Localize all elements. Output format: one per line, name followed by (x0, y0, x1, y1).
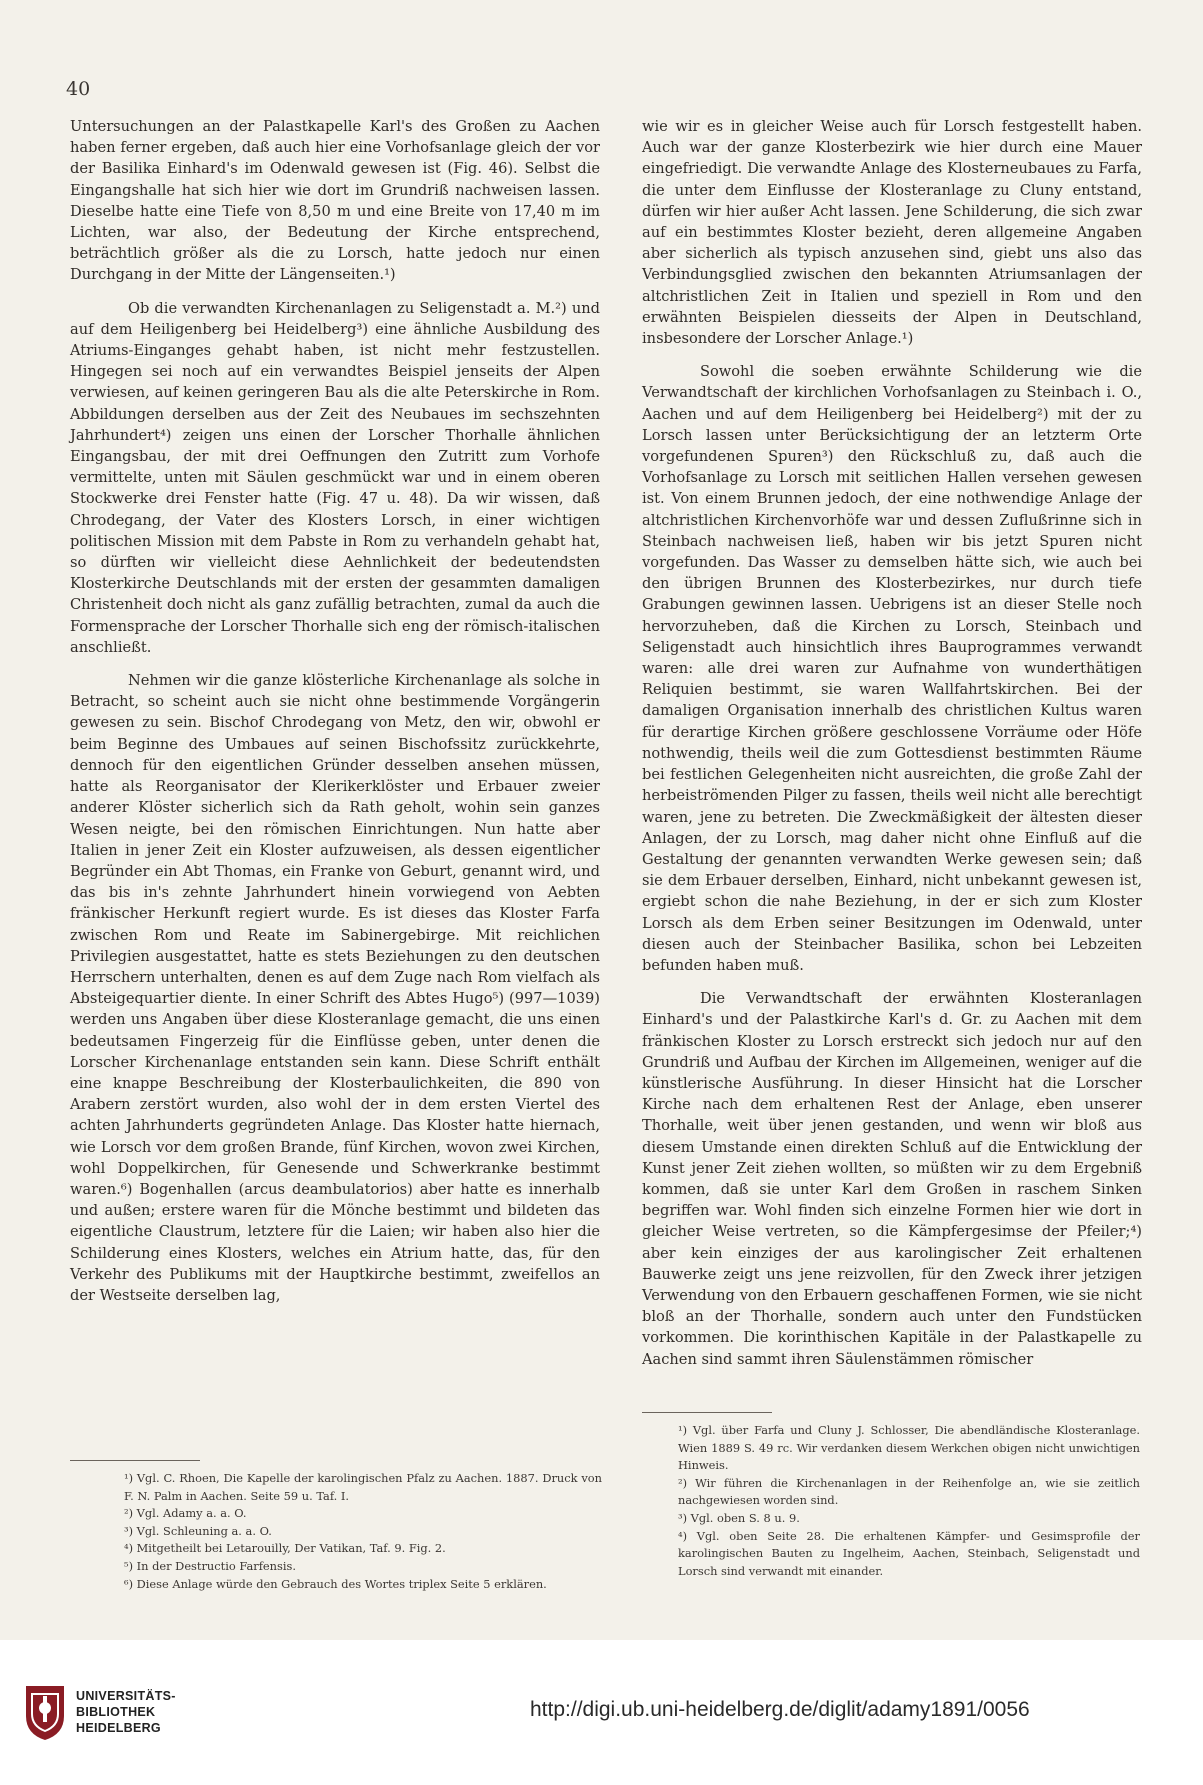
right-column (642, 116, 1142, 1370)
right-footnote-divider (642, 1412, 772, 1413)
right-footnotes (678, 1422, 1140, 1580)
library-name-line: UNIVERSITÄTS- (76, 1689, 176, 1703)
right-paragraph-2: Sowohl die soeben erwähnte Schilderung wie die Verwandtschaft der kirchlichen Vorhofsanlagen zu Steinbach i. O., Aachen und auf dem Heiligenberg bei Heidelberg²) mit der zu Lorsch lassen unter Berücksichtigung der an letzterm Orte vorgefundenen Spuren³) den Rückschluß zu, daß auch die Vorhofsanlage zu Lorsch mit seitlichen Hallen versehen gewesen ist. Von einem Brunnen jedoch, der eine nothwendige Anlage der altchristlichen Kirchenvorhöfe war und dessen Zuflußrinne sich in Steinbach nachweisen ließ, haben wir bis jetzt Spuren nicht vorgefunden. Das Wasser zu demselben hätte sich, wie auch bei den übrigen Brunnen des Klosterbezirkes, nur durch tiefe Grabungen gewinnen lassen. Uebrigens ist an dieser Stelle noch hervorzuheben, daß die Kirchen zu Lorsch, Steinbach und Seligenstadt auch hinsichtlich ihres Bauprogrammes verwandt waren: alle drei waren zur Aufnahme von wunderthätigen Reliquien bestimmt, sie waren Wallfahrtskirchen. Bei der damaligen Organisation innerhalb des christlichen Kultus waren für derartige Kirchen größere geschlossene Vorräume oder Höfe nothwendig, theils weil die zum Gottesdienst bestimmten Räume bei festlichen Gelegenheiten nicht ausreichten, die große Zahl der herbeiströmenden Pilger zu fassen, theils weil nicht alle berechtigt waren, jene zu betreten. Die Zweckmäßigkeit der ältesten dieser Anlagen, der zu Lorsch, mag daher nicht ohne Einfluß auf die Gestaltung der genannten verwandten Werke gewesen sein; daß sie dem Erbauer derselben, Einhard, nicht unbekannt gewesen ist, ergiebt schon die nahe Beziehung, in der er sich zum Kloster Lorsch als dem Erben seiner Besitzungen im Odenwald, unter diesen auch der Steinbacher Basilika, schon bei Lebzeiten befunden haben muß. (642, 363, 1142, 974)
footnote: ⁴) Vgl. oben Seite 28. Die erhaltenen Kämpfer- und Gesimsprofile der karolingischen Bauten zu Ingelheim, Aachen, Steinbach, Seligenstadt und Lorsch sind verwandt mit einander. (678, 1528, 1140, 1578)
footnote: ³) Vgl. oben S. 8 u. 9. (678, 1510, 800, 1525)
footnote: ³) Vgl. Schleuning a. a. O. (124, 1523, 272, 1538)
left-footnote-divider (70, 1460, 200, 1461)
left-paragraph-2: Ob die verwandten Kirchenanlagen zu Seligenstadt a. M.²) und auf dem Heiligenberg bei Heidelberg³) eine ähnliche Ausbildung des Atriums-Einganges gehabt haben, ist nicht mehr festzustellen. Hingegen sei noch auf ein verwandtes Beispiel jenseits der Alpen verwiesen, auf keinen geringeren Bau als die alte Peterskirche in Rom. Abbildungen derselben aus der Zeit des Neubaues im sechszehnten Jahrhundert⁴) zeigen uns einen der Lorscher Thorhalle ähnlichen Eingangsbau, der mit drei Oeffnungen den Zutritt zum Vorhofe vermittelte, unten mit Säulen geschmückt war und in einem oberen Stockwerke drei Fenster hatte (Fig. 47 u. 48). Da wir wissen, daß Chrodegang, der Vater des Klosters Lorsch, in einer wichtigen politischen Mission mit dem Pabste in Rom zu verhandeln gehabt hat, so dürften wir vielleicht diese Aehnlichkeit der bedeutendsten Klosterkirche Deutschlands mit der ersten der gesammten damaligen Christenheit doch nicht als ganz zufällig betrachten, zumal da auch die Formensprache der Lorscher Thorhalle sich eng der römisch-italischen anschließt. (70, 299, 600, 656)
page-number: 40 (66, 78, 91, 100)
library-name (76, 1688, 176, 1736)
permalink-url[interactable]: http://digi.ub.uni-heidelberg.de/diglit/adamy1891/0056 (530, 1698, 1030, 1721)
left-paragraph-3: Nehmen wir die ganze klösterliche Kirchenanlage als solche in Betracht, so scheint auch sie nicht ohne bestimmende Vorgängerin gewesen zu sein. Bischof Chrodegang von Metz, den wir, obwohl er beim Beginne des Umbaues auf seinen Bischofssitz zurückkehrte, dennoch für den eigentlichen Gründer desselben ansehen müssen, hatte als Reorganisator der Klerikerklöster und Erbauer zweier anderer Klöster sicherlich sich da Rath geholt, wohin sein ganzes Wesen neigte, bei den römischen Einrichtungen. Nun hatte aber Italien in jener Zeit ein Kloster aufzuweisen, als dessen eigentlicher Begründer ein Abt Thomas, ein Franke von Geburt, genannt wird, und das bis in's zehnte Jahrhundert hinein vorwiegend von Aebten fränkischer Herkunft regiert wurde. Es ist dieses das Kloster Farfa zwischen Rom und Reate im Sabinergebirge. Mit reichlichen Privilegien ausgestattet, hatte es stets Beziehungen zu den deutschen Herrschern unterhalten, denen es auf dem Zuge nach Rom vielfach als Absteigequartier diente. In einer Schrift des Abtes Hugo⁵) (997—1039) werden uns Angaben über diese Klosteranlage gemacht, die uns einen bedeutsamen Fingerzeig für die Einflüsse geben, unter denen die Lorscher Kirchenanlage entstanden sein kann. Diese Schrift enthält eine knappe Beschreibung der Klosterbaulichkeiten, die 890 von Arabern zerstört wurden, also wohl der in dem ersten Viertel des achten Jahrhunderts gegründeten Anlage. Das Kloster hatte hiernach, wie Lorsch vor dem großen Brande, fünf Kirchen, wovon zwei Kirchen, wohl Doppelkirchen, für Genesende und Schwerkranke bestimmt waren.⁶) Bogenhallen (arcus deambulatorios) aber hatte es innerhalb und außen; erstere waren für die Mönche bestimmt und bildeten das eigentliche Claustrum, letztere für die Laien; wir haben also hier die Schilderung eines Klosters, welches ein Atrium hatte, das, für den Verkehr des Publikums mit der Hauptkirche bestimmt, zweifellos an der Westseite derselben lag, (70, 672, 600, 1304)
university-seal-icon (22, 1682, 68, 1742)
footnote: ⁶) Diese Anlage würde den Gebrauch des Wortes triplex Seite 5 erklären. (124, 1576, 547, 1591)
footnote: ¹) Vgl. C. Rhoen, Die Kapelle der karolingischen Pfalz zu Aachen. 1887. Druck von F. N. Palm in Aachen. Seite 59 u. Taf. I. (124, 1471, 602, 1503)
left-paragraph-1: Untersuchungen an der Palastkapelle Karl's des Großen zu Aachen haben ferner ergeben, daß auch hier eine Vorhofsanlage gleich der vor der Basilika Einhard's im Odenwald gewesen ist (Fig. 46). Selbst die Eingangshalle hat sich hier wie dort im Grundriß nachweisen lassen. Dieselbe hatte eine Tiefe von 8,50 m und eine Breite von 17,40 m im Lichten, war also, der Bedeutung der Kirche entsprechend, beträchtlich größer als die zu Lorsch, hatte jedoch nur einen Durchgang in der Mitte der Längenseiten.¹) (70, 118, 600, 284)
right-paragraph-3: Die Verwandtschaft der erwähnten Klosteranlagen Einhard's und der Palastkirche Karl's d. Gr. zu Aachen mit dem fränkischen Kloster zu Lorsch erstreckt sich jedoch nur auf den Grundriß und Aufbau der Kirchen im Allgemeinen, weniger auf die künstlerische Ausführung. In dieser Hinsicht hat die Lorscher Kirche nach dem erhaltenen Rest der Anlage, eben unserer Thorhalle, weit über jenen gestanden, und wenn wir bloß aus diesem Umstande einen direkten Schluß auf die Entwicklung der Kunst jener Zeit ziehen wollten, so müßten wir zu dem Ergebniß kommen, daß sie unter Karl dem Großen in raschem Sinken begriffen war. Wohl finden sich einzelne Formen hier wie dort in gleicher Weise vertreten, so die Kämpfergesimse der Pfeiler;⁴) aber kein einziges der aus karolingischer Zeit erhaltenen Bauwerke zeigt uns jene reizvollen, für den Zweck ihrer jetzigen Verwendung von den Erbauern geschaffenen Formen, wie sie nicht bloß an der Thorhalle, sondern auch unter den Fundstücken vorkommen. Die korinthischen Kapitäle in der Palastkapelle zu Aachen sind sammt ihren Säulenstämmen römischer (642, 990, 1142, 1368)
library-name-line: BIBLIOTHEK (76, 1705, 156, 1719)
right-paragraph-1: wie wir es in gleicher Weise auch für Lorsch festgestellt haben. Auch war der ganze Klosterbezirk wie hier durch eine Mauer eingefriedigt. Die verwandte Anlage des Klosterneubaues zu Farfa, die unter dem Einflusse der Klosteranlage zu Cluny entstand, dürfen wir hier außer Acht lassen. Jene Schilderung, die sich zwar auf ein bestimmtes Kloster bezieht, deren allgemeine Angaben aber sicherlich als typisch anzusehen sind, giebt uns also das Verbindungsglied zwischen den bekannten Atriumsanlagen der altchristlichen Zeit in Italien und speziell in Rom und den erwähnten Beispielen diesseits der Alpen in Deutschland, insbesondere der Lorscher Anlage.¹) (642, 118, 1142, 348)
left-column (70, 116, 600, 1306)
footnote: ²) Vgl. Adamy a. a. O. (124, 1506, 247, 1521)
digitization-footer (0, 1640, 1203, 1785)
library-name-line: HEIDELBERG (76, 1721, 161, 1735)
footnote: ²) Wir führen die Kirchenanlagen in der Reihenfolge an, wie sie zeitlich nachgewiesen worden sind. (678, 1475, 1140, 1508)
footnote: ¹) Vgl. über Farfa und Cluny J. Schlosser, Die abendländische Klosteranlage. Wien 1889 S. 49 rc. Wir verdanken diesem Werkchen obigen nicht unwichtigen Hinweis. (678, 1423, 1140, 1473)
left-footnotes (124, 1470, 602, 1593)
footnote: ⁵) In der Destructio Farfensis. (124, 1558, 296, 1573)
footnote: ⁴) Mitgetheilt bei Letarouilly, Der Vatikan, Taf. 9. Fig. 2. (124, 1541, 446, 1556)
